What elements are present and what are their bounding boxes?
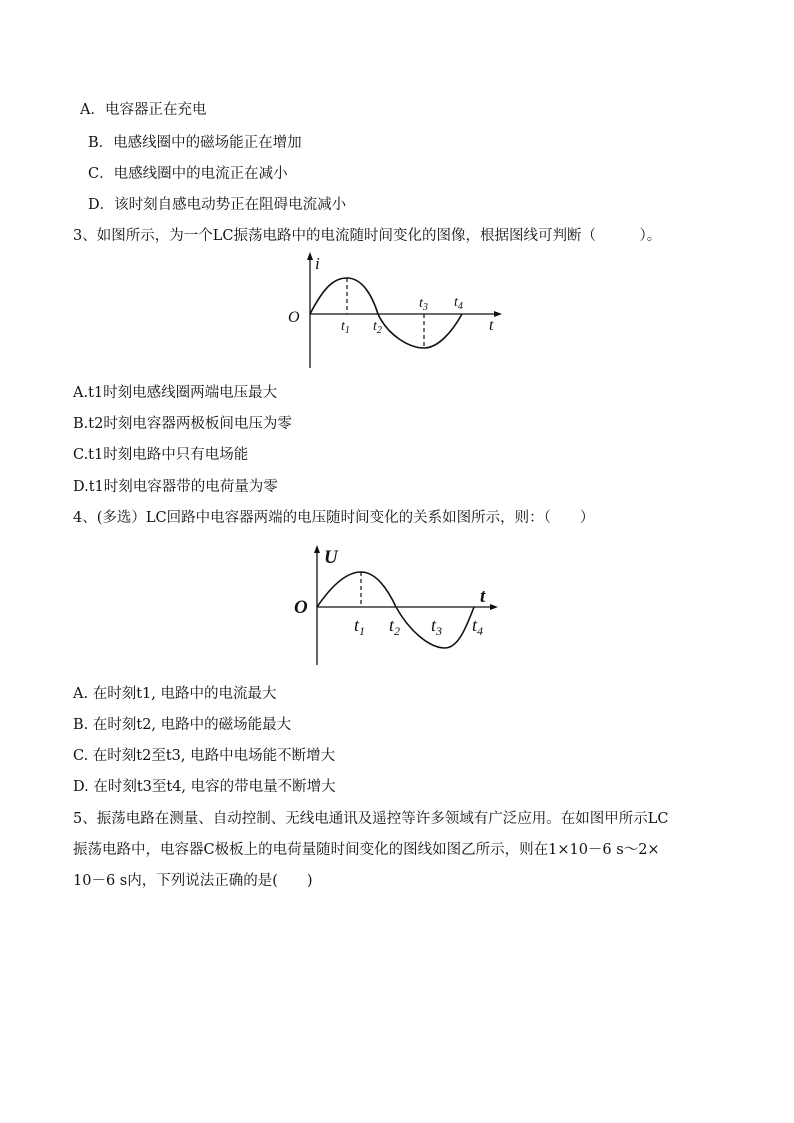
q3-option-a: A.t1时刻电感线圈两端电压最大: [73, 385, 278, 401]
t4-label: $t_4$: [454, 295, 463, 312]
t3-label: $t_3$: [419, 296, 428, 313]
q4-stem: 4、(多选）LC回路中电容器两端的电压随时间变化的关系如图所示，则：（ ）: [73, 510, 595, 526]
q4-option-b: B. 在时刻t2, 电路中的磁场能最大: [73, 717, 292, 733]
q2-option-c: C．电感线圈中的电流正在减小: [88, 166, 288, 182]
t2-label: $t_2$: [373, 319, 382, 336]
x-axis-arrow: [490, 604, 498, 610]
q3-option-c: C.t1时刻电路中只有电场能: [73, 447, 249, 463]
q2-option-b: B．电感线圈中的磁场能正在增加: [88, 135, 302, 151]
q4-option-a: A. 在时刻t1, 电路中的电流最大: [73, 686, 277, 702]
origin-label: O: [294, 597, 308, 618]
x-axis-label: t: [480, 586, 486, 607]
current-curve: [310, 278, 462, 348]
q3-option-d: D.t1时刻电容器带的电荷量为零: [73, 479, 278, 495]
y-axis-label: U: [324, 547, 338, 568]
q5-stem-line-2: 振荡电路中，电容器C极板上的电荷量随时间变化的图线如图乙所示，则在1×10－6 s～2×: [73, 842, 660, 858]
x-axis-arrow: [494, 311, 502, 317]
q2-option-d: D．该时刻自感电动势正在阻碍电流减小: [88, 197, 347, 213]
y-axis-label: i: [315, 254, 320, 273]
q4-voltage-graph: [290, 540, 515, 668]
y-axis-arrow: [314, 545, 320, 553]
q3-current-graph: [280, 250, 510, 375]
x-axis-label: t: [489, 317, 494, 334]
q3-option-b: B.t2时刻电容器两极板间电压为零: [73, 416, 292, 432]
q4-option-c: C. 在时刻t2至t3, 电路中电场能不断增大: [73, 748, 336, 764]
t1-label: $t_1$: [341, 319, 350, 336]
t3-label: $t_3$: [431, 615, 443, 638]
q2-option-a: A．电容器正在充电: [80, 102, 207, 118]
q3-stem: 3、如图所示，为一个LC振荡电路中的电流随时间变化的图像，根据图线可判断（ ）。: [73, 228, 662, 244]
origin-label: O: [288, 309, 300, 326]
t1-label: $t_1$: [354, 615, 366, 638]
q5-stem-line-3: 10－6 s内，下列说法正确的是( ): [73, 873, 313, 889]
t4-label: $t_4$: [472, 615, 484, 638]
y-axis-arrow: [307, 252, 313, 260]
q4-option-d: D. 在时刻t3至t4, 电容的带电量不断增大: [73, 779, 336, 795]
t2-label: $t_2$: [389, 615, 401, 638]
q5-stem-line-1: 5、振荡电路在测量、自动控制、无线电通讯及遥控等许多领域有广泛应用。在如图甲所示LC: [73, 811, 669, 827]
